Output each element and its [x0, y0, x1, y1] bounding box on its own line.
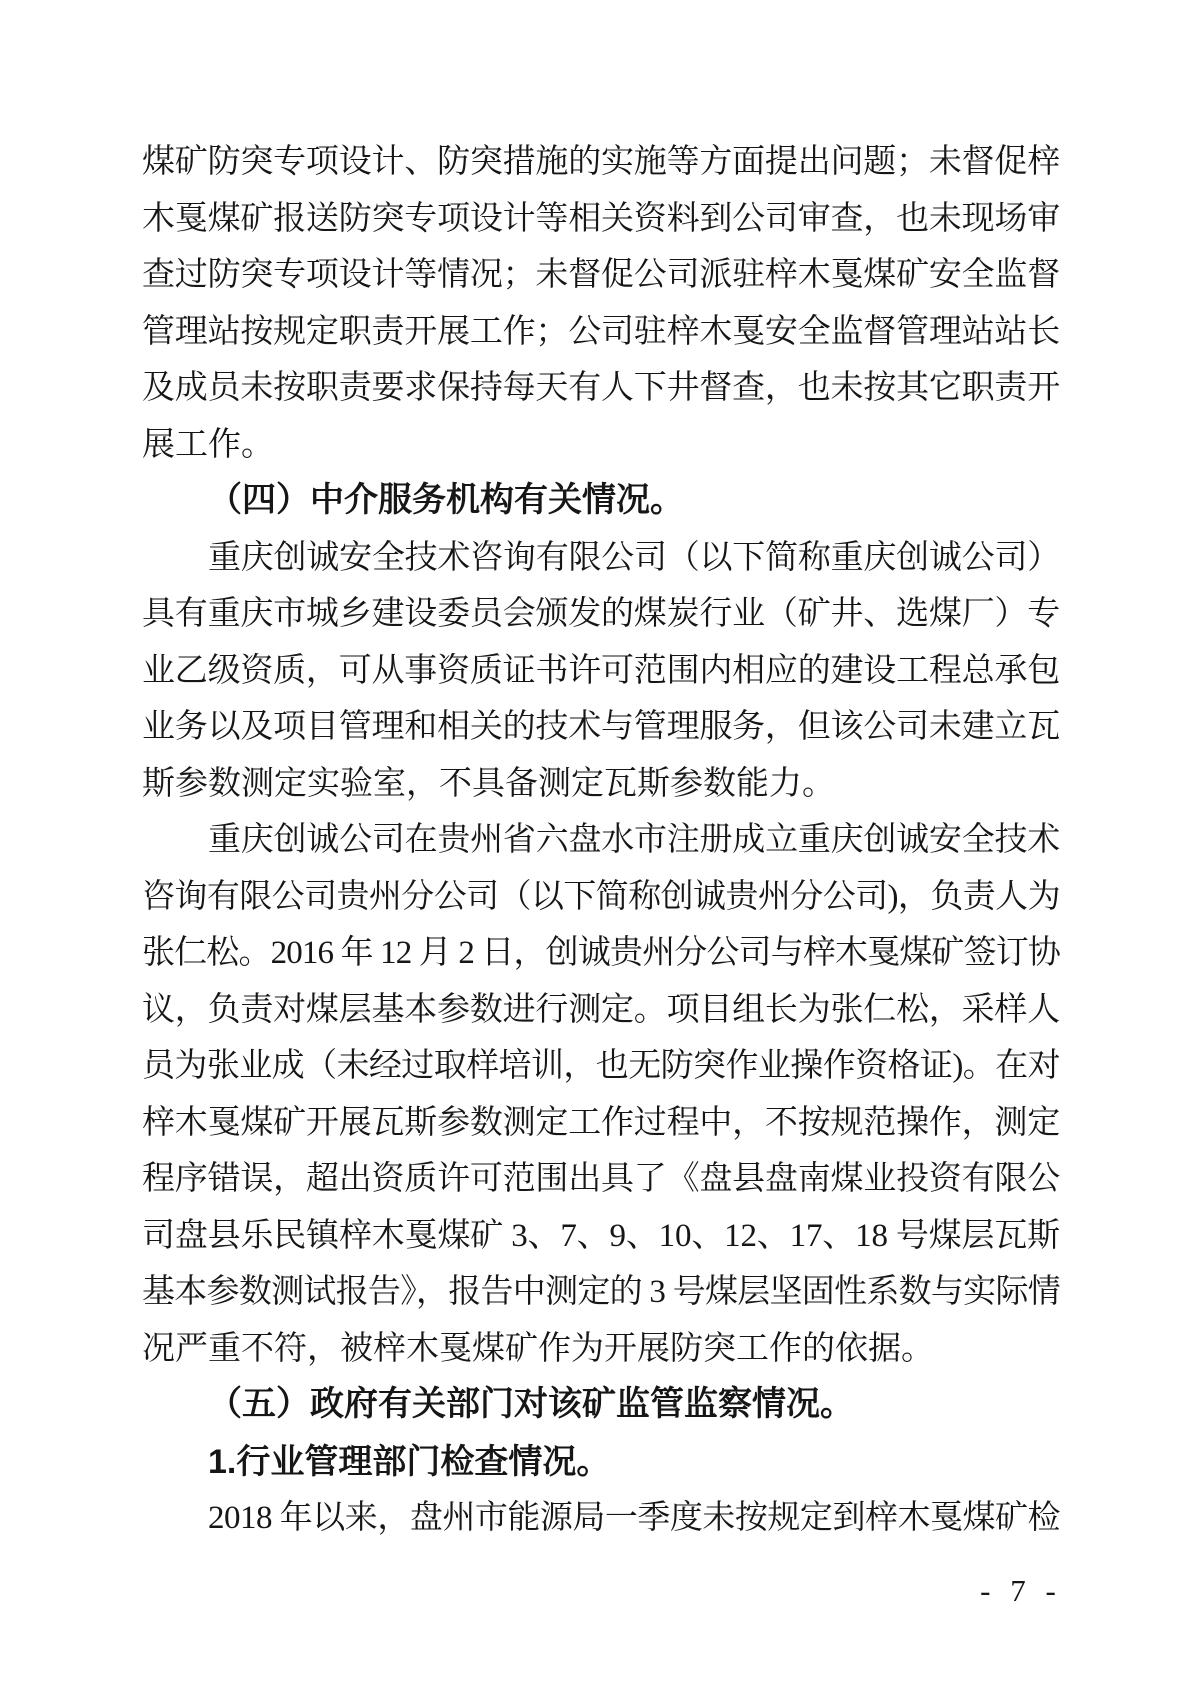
line-text: 展工作。 — [142, 426, 274, 463]
line-text: （四）中介服务机构有关情况。 — [208, 482, 684, 519]
section-heading — [142, 1377, 1060, 1434]
line-text: 张仁松。2016 年 12 月 2 日，创诚贵州分公司与梓木戛煤矿签订协 — [142, 935, 1061, 971]
line-text: 木戛煤矿报送防突专项设计等相关资料到公司审查，也未现场审 — [142, 200, 1061, 237]
line-text: 员为张业成（未经过取样培训，也无防突作业操作资格证)。在对 — [142, 1048, 1060, 1084]
text-line — [142, 812, 1060, 869]
text-line — [142, 304, 1060, 361]
line-text: 程序错误，超出资质许可范围出具了《盘县盘南煤业投资有限公 — [142, 1161, 1061, 1197]
line-text: 管理站按规定职责开展工作；公司驻梓木戛安全监督管理站站长 — [142, 313, 1061, 350]
line-text: 基本参数测试报告》，报告中测定的 3 号煤层坚固性系数与实际情 — [142, 1274, 1061, 1310]
line-text: 业务以及项目管理和相关的技术与管理服务，但该公司未建立瓦 — [142, 709, 1061, 745]
line-text: 煤矿防突专项设计、防突措施的实施等方面提出问题；未督促梓 — [142, 144, 1061, 180]
line-text: 1.行业管理部门检查情况。 — [208, 1442, 611, 1481]
section-heading — [142, 473, 1060, 530]
text-line — [142, 417, 1060, 474]
line-text: 斯参数测定实验室，不具备测定瓦斯参数能力。 — [142, 765, 835, 802]
text-line — [142, 134, 1060, 191]
line-text: 况严重不符，被梓木戛煤矿作为开展防突工作的依据。 — [142, 1330, 934, 1367]
line-text: 具有重庆市城乡建设委员会颁发的煤炭行业（矿井、选煤厂）专 — [142, 596, 1061, 632]
line-text: 重庆创诚安全技术咨询有限公司（以下简称重庆创诚公司） — [208, 539, 1061, 576]
text-line — [142, 360, 1060, 417]
paragraph — [142, 1490, 1060, 1547]
line-text: （五）政府有关部门对该矿监管监察情况。 — [208, 1386, 854, 1423]
text-line — [142, 247, 1060, 304]
section-heading — [142, 1434, 1060, 1491]
line-text: 业乙级资质，可从事资质证书许可范围内相应的建设工程总承包 — [142, 652, 1061, 689]
paragraph — [142, 530, 1060, 813]
line-text: 2018 年以来，盘州市能源局一季度未按规定到梓木戛煤矿检 — [208, 1500, 1060, 1536]
text-line — [142, 1434, 1060, 1491]
line-text: 梓木戛煤矿开展瓦斯参数测定工作过程中，不按规范操作，测定 — [142, 1104, 1061, 1141]
document-body — [142, 134, 1060, 1547]
text-line — [142, 586, 1060, 643]
text-line — [142, 756, 1060, 813]
text-line — [142, 1095, 1060, 1152]
text-line — [142, 643, 1060, 700]
line-text: 咨询有限公司贵州分公司（以下简称创诚贵州分公司)，负责人为 — [142, 878, 1060, 915]
line-text: 重庆创诚公司在贵州省六盘水市注册成立重庆创诚安全技术 — [208, 822, 1061, 858]
page-number: - 7 - — [980, 1573, 1062, 1608]
text-line — [142, 1208, 1060, 1265]
text-line — [142, 982, 1060, 1039]
text-line — [142, 699, 1060, 756]
text-line — [142, 1321, 1060, 1378]
text-line — [142, 473, 1060, 530]
line-text: 议，负责对煤层基本参数进行测定。项目组长为张仁松，采样人 — [142, 991, 1061, 1028]
text-line — [142, 925, 1060, 982]
line-text: 查过防突专项设计等情况；未督促公司派驻梓木戛煤矿安全监督 — [142, 257, 1061, 293]
paragraph — [142, 812, 1060, 1377]
text-line — [142, 191, 1060, 248]
line-text: 及成员未按职责要求保持每天有人下井督查，也未按其它职责开 — [142, 370, 1061, 406]
paragraph — [142, 134, 1060, 473]
line-text: 司盘县乐民镇梓木戛煤矿 3、7、9、10、12、17、18 号煤层瓦斯 — [142, 1217, 1061, 1254]
text-line — [142, 1264, 1060, 1321]
text-line — [142, 1490, 1060, 1547]
text-line — [142, 1151, 1060, 1208]
text-line — [142, 530, 1060, 587]
text-line — [142, 1038, 1060, 1095]
text-line — [142, 1377, 1060, 1434]
text-line — [142, 869, 1060, 926]
